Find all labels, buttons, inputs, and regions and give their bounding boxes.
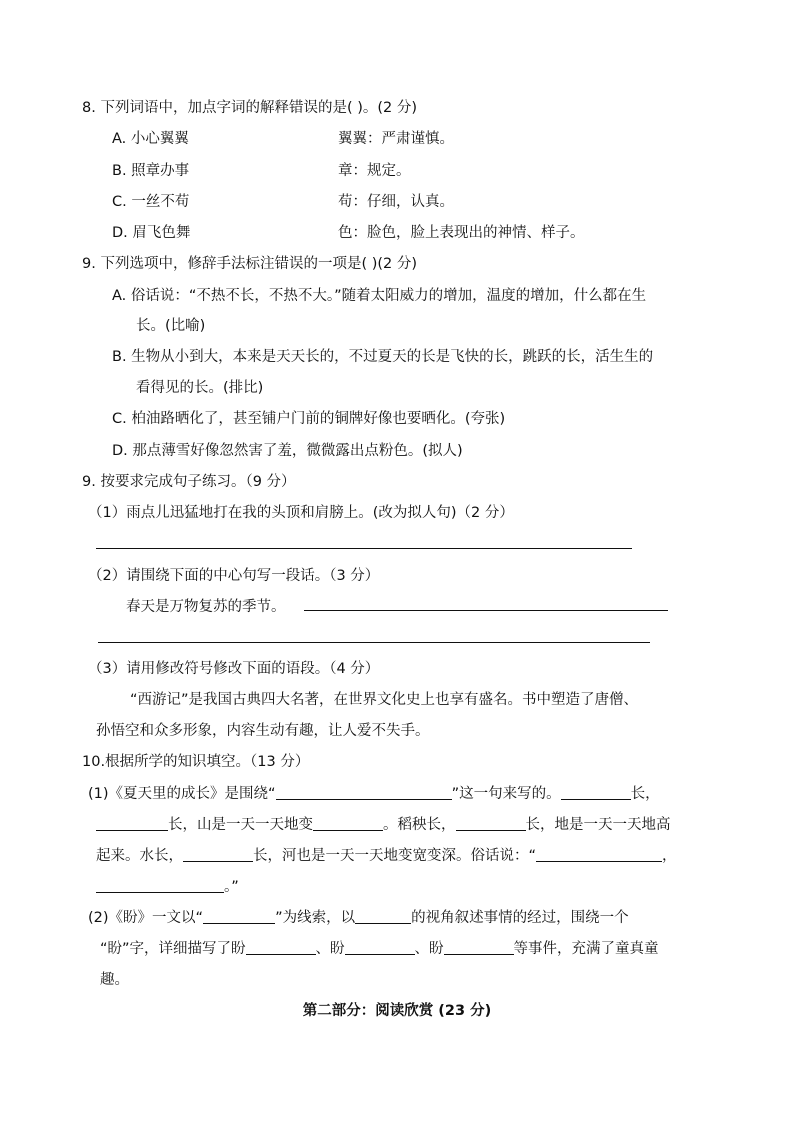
q10-line3 [96, 846, 677, 866]
q9b-sub3-passage-line2: 孙悟空和众多形象，内容生动有趣，让人爱不失手。 [96, 723, 430, 739]
q10-text: 等事件，充满了童真童 [513, 941, 659, 957]
answer-line[interactable] [98, 642, 650, 643]
q10-text: 的视角叙述事情的经过，围绕一个 [411, 910, 629, 926]
fill-blank[interactable] [345, 940, 415, 955]
q9b-stem: 9. 按要求完成句子练习。（9 分） [82, 474, 296, 490]
q10-text: 长，河也是一天一天地变宽变深。俗话说：“ [253, 848, 537, 864]
section-title: 第二部分：阅读欣赏 (23 分) [302, 1003, 492, 1019]
q10-text: (1)《夏天里的成长》是围绕“ [88, 786, 276, 802]
q10-text: 长，地是一天一天地高 [525, 817, 671, 833]
q10-text: 长， [630, 786, 660, 802]
q10-text: ”这一句来写的。 [451, 786, 561, 802]
q10-stem: 10.根据所学的知识填空。（13 分） [82, 754, 310, 770]
fill-blank[interactable] [456, 816, 526, 831]
q9a-option-d: D. 那点薄雪好像忽然害了羞，微微露出点粉色。(拟人) [112, 443, 463, 459]
q10-text: 。稻秧长， [383, 817, 456, 833]
fill-blank[interactable] [561, 785, 631, 800]
fill-blank[interactable] [183, 847, 253, 862]
q9b-sub2-sentence: 春天是万物复苏的季节。 [126, 599, 286, 615]
q9a-stem: 9. 下列选项中，修辞手法标注错误的一项是( )(2 分) [82, 256, 418, 272]
answer-line[interactable] [304, 610, 668, 611]
q8-stem: 8. 下列词语中，加点字词的解释错误的是( )。(2 分) [82, 100, 418, 116]
q9a-option-a-line1: A. 俗话说：“不热不长，不热不大。”随着太阳威力的增加，温度的增加，什么都在生 [112, 288, 647, 304]
q9b-sub3-passage-line1: “西游记”是我国古典四大名著，在世界文化史上也享有盛名。书中塑造了唐僧、 [130, 692, 639, 708]
q8-option-a: A. 小心翼翼 [112, 131, 189, 147]
q10-line2 [96, 815, 671, 835]
q8-option-c-def: 苟：仔细，认真。 [338, 194, 454, 210]
q9b-sub3: （3）请用修改符号修改下面的语段。（4 分） [88, 661, 380, 677]
fill-blank[interactable] [246, 940, 316, 955]
q8-option-b-def: 章：规定。 [338, 163, 411, 179]
q10-line5 [88, 908, 629, 928]
q10-line6 [100, 939, 659, 959]
fill-blank[interactable] [313, 816, 383, 831]
q10-text: 、盼 [315, 941, 345, 957]
q10-text: ， [662, 848, 677, 864]
q10-text: 、盼 [414, 941, 444, 957]
q9a-option-b-line1: B. 生物从小到大，本来是天天长的，不过夏天的长是飞快的长，跳跃的长，活生生的 [112, 349, 654, 365]
q10-text: ”为线索，以 [275, 910, 356, 926]
q10-line7: 趣。 [100, 972, 129, 988]
q9b-sub1: （1）雨点儿迅猛地打在我的头顶和肩膀上。(改为拟人句)（2 分） [88, 505, 514, 521]
q10-text: (2)《盼》一文以“ [88, 910, 204, 926]
q8-option-d: D. 眉飞色舞 [112, 225, 191, 241]
fill-blank[interactable] [276, 785, 452, 800]
q10-line1 [88, 784, 660, 804]
q10-line4 [96, 877, 239, 897]
q8-option-d-def: 色：脸色，脸上表现出的神情、样子。 [338, 225, 585, 241]
q9a-option-c: C. 柏油路晒化了，甚至铺户门前的铜牌好像也要晒化。(夸张) [112, 411, 506, 427]
q8-option-a-def: 翼翼：严肃谨慎。 [338, 131, 454, 147]
q9b-sub2: （2）请围绕下面的中心句写一段话。（3 分） [88, 568, 380, 584]
fill-blank[interactable] [96, 816, 168, 831]
answer-line[interactable] [96, 548, 632, 549]
q8-option-c: C. 一丝不苟 [112, 194, 190, 210]
fill-blank[interactable] [444, 940, 514, 955]
fill-blank[interactable] [96, 878, 224, 893]
q9a-option-a-line2: 长。(比喻) [136, 318, 206, 334]
fill-blank[interactable] [203, 909, 275, 924]
q10-text: 。” [224, 879, 239, 895]
q10-text: “盼”字，详细描写了盼 [100, 941, 246, 957]
q10-text: 起来。水长， [96, 848, 183, 864]
q10-text: 长，山是一天一天地变 [168, 817, 313, 833]
fill-blank[interactable] [536, 847, 662, 862]
q9a-option-b-line2: 看得见的长。(排比) [136, 380, 264, 396]
q8-option-b: B. 照章办事 [112, 163, 190, 179]
fill-blank[interactable] [355, 909, 411, 924]
